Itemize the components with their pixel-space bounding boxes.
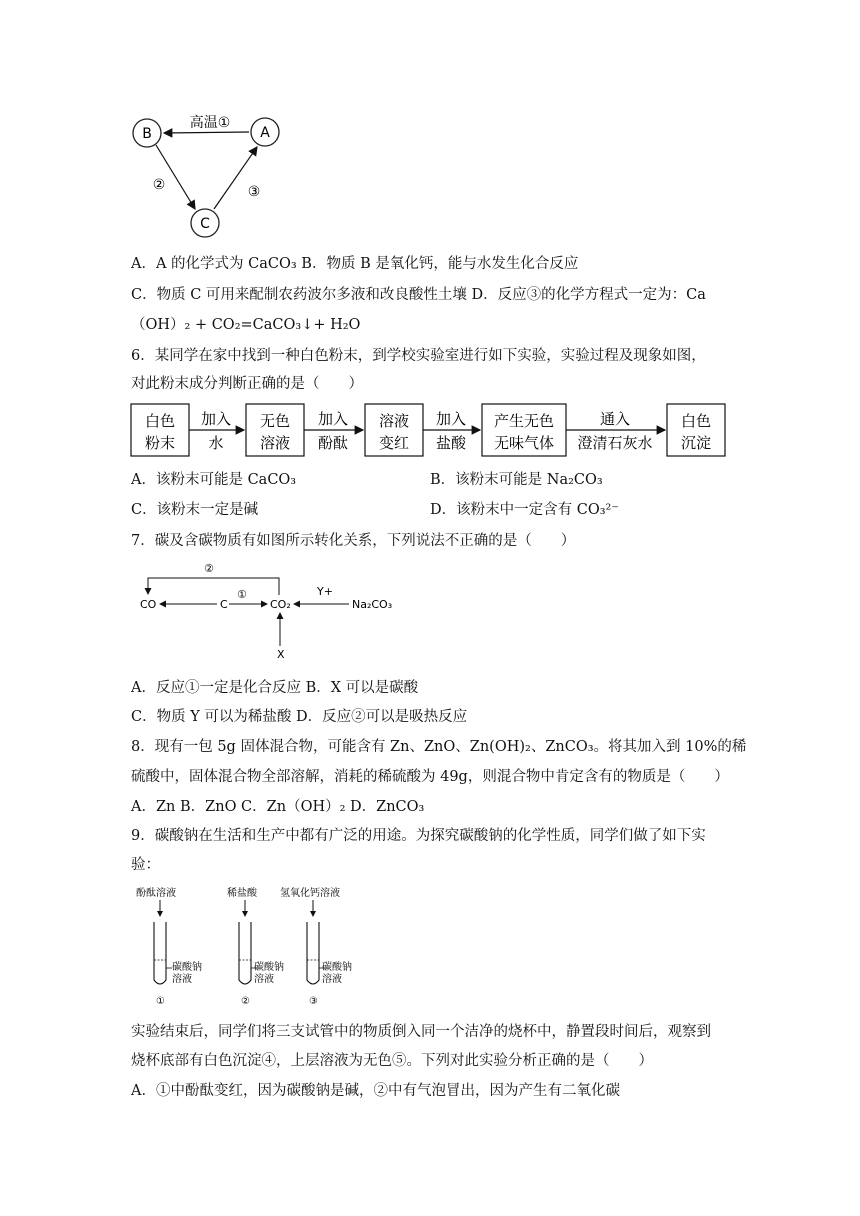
q7-label-c: C bbox=[220, 598, 228, 611]
arrow-a-to-b bbox=[164, 132, 249, 133]
flow-arrow3-bottom: 盐酸 bbox=[435, 434, 467, 452]
tube1-number: ① bbox=[156, 996, 165, 1007]
q9-test-tubes-diagram bbox=[130, 884, 370, 1012]
q9-after-line1: 实验结束后，同学们将三支试管中的物质倒入同一个洁净的烧杯中，静置段时间后，观察到 bbox=[131, 1024, 711, 1040]
flow-arrow4-top: 通入 bbox=[599, 410, 631, 428]
edge-ca-label: ③ bbox=[247, 184, 261, 200]
tube3-number: ③ bbox=[309, 996, 318, 1007]
q7-label-co2: CO₂ bbox=[270, 598, 291, 611]
q5-option-ab: A．A 的化学式为 CaCO₃ B．物质 B 是氧化钙，能与水发生化合反应 bbox=[131, 256, 579, 272]
q8-stem-line2: 硫酸中，固体混合物全部溶解，消耗的稀硫酸为 49g，则混合物中肯定含有的物质是（ ） bbox=[131, 769, 729, 785]
flow-box4-line1: 产生无色 bbox=[493, 412, 555, 430]
node-c-label: C bbox=[200, 216, 210, 232]
flow-box5-line2: 沉淀 bbox=[680, 434, 712, 452]
tube3-label-line1: 碳酸钠 bbox=[322, 962, 352, 973]
q7-label-y: Y+ bbox=[317, 585, 333, 598]
tube2-reagent: 稀盐酸 bbox=[227, 888, 257, 899]
edge-ab-label: 高温① bbox=[189, 115, 231, 131]
node-a-label: A bbox=[260, 125, 270, 141]
q7-label-r2: ② bbox=[204, 562, 214, 575]
q8-options: A．Zn B．ZnO C．Zn（OH）₂ D．ZnCO₃ bbox=[131, 799, 425, 815]
flow-arrow3-top: 加入 bbox=[435, 410, 467, 428]
q5-option-cd: C．物质 C 可用来配制农药波尔多液和改良酸性土壤 D．反应③的化学方程式一定为：Ca bbox=[131, 287, 706, 303]
flow-box3-line2: 变红 bbox=[378, 434, 410, 452]
q7-option-ab: A．反应①一定是化合反应 B．X 可以是碳酸 bbox=[131, 680, 419, 696]
q6-option-b: B．该粉末可能是 Na₂CO₃ bbox=[430, 472, 603, 488]
q7-arrow-r2 bbox=[148, 578, 279, 595]
flow-arrow1-top: 加入 bbox=[200, 410, 232, 428]
tube3-reagent: 氢氧化钙溶液 bbox=[280, 888, 340, 899]
flow-box5-line1: 白色 bbox=[680, 412, 712, 430]
tube3 bbox=[307, 922, 319, 984]
flow-arrow4-bottom: 澄清石灰水 bbox=[577, 434, 653, 452]
flow-box4-line2: 无味气体 bbox=[493, 434, 555, 452]
q7-label-x: X bbox=[277, 648, 285, 661]
tube2-number: ② bbox=[241, 996, 250, 1007]
q6-option-a: A．该粉末可能是 CaCO₃ bbox=[131, 472, 297, 488]
q7-label-co: CO bbox=[140, 598, 157, 611]
tube1 bbox=[154, 922, 166, 984]
cycle-diagram bbox=[120, 105, 300, 245]
q7-label-r1: ① bbox=[237, 588, 247, 601]
flow-box2-line1: 无色 bbox=[259, 412, 291, 430]
node-b-label: B bbox=[142, 126, 152, 142]
tube1-label-line1: 碳酸钠 bbox=[172, 962, 202, 973]
flow-box1-line2: 粉末 bbox=[144, 434, 176, 452]
q9-stem-line1: 9．碳酸钠在生活和生产中都有广泛的用途。为探究碳酸钠的化学性质，同学们做了如下实 bbox=[131, 828, 706, 844]
tube2-label-line1: 碳酸钠 bbox=[254, 962, 284, 973]
q9-stem-line2: 验： bbox=[131, 857, 160, 873]
flow-arrow2-top: 加入 bbox=[317, 410, 349, 428]
q6-flow-diagram bbox=[128, 398, 730, 462]
flow-arrow1-bottom: 水 bbox=[208, 434, 224, 452]
flow-box3-line1: 溶液 bbox=[378, 412, 410, 430]
q9-after-line2: 烧杯底部有白色沉淀④，上层溶液为无色⑤。下列对此实验分析正确的是（ ） bbox=[131, 1053, 653, 1069]
q9-option-a: A．①中酚酞变红，因为碳酸钠是碱，②中有气泡冒出，因为产生有二氧化碳 bbox=[131, 1083, 620, 1099]
q7-option-cd: C．物质 Y 可以为稀盐酸 D．反应②可以是吸热反应 bbox=[131, 709, 468, 725]
flow-arrow2-bottom: 酚酞 bbox=[317, 434, 349, 452]
q7-carbon-diagram bbox=[132, 558, 402, 662]
q6-option-d: D．该粉末中一定含有 CO₃²⁻ bbox=[430, 502, 619, 518]
tube2 bbox=[239, 922, 251, 984]
q7-label-na2co3: Na₂CO₃ bbox=[352, 598, 393, 611]
flow-box1-line1: 白色 bbox=[144, 412, 176, 430]
edge-bc-label: ② bbox=[152, 177, 166, 193]
q7-stem: 7．碳及含碳物质有如图所示转化关系，下列说法不正确的是（ ） bbox=[131, 533, 576, 549]
tube3-label-line2: 溶液 bbox=[322, 974, 342, 985]
q6-stem-line2: 对此粉末成分判断正确的是（ ） bbox=[131, 376, 363, 392]
tube1-reagent: 酚酞溶液 bbox=[136, 888, 176, 899]
q8-stem-line1: 8．现有一包 5g 固体混合物，可能含有 Zn、ZnO、Zn(OH)₂、ZnCO₃。将其加入到 10%的稀 bbox=[131, 739, 747, 755]
tube2-label-line2: 溶液 bbox=[254, 974, 274, 985]
q6-stem-line1: 6．某同学在家中找到一种白色粉末，到学校实验室进行如下实验，实验过程及现象如图， bbox=[131, 348, 706, 364]
q5-option-d-cont: （OH）₂ + CO₂=CaCO₃↓+ H₂O bbox=[131, 317, 361, 333]
tube1-label-line2: 溶液 bbox=[172, 974, 192, 985]
flow-box2-line2: 溶液 bbox=[259, 434, 291, 452]
q6-option-c: C．该粉末一定是碱 bbox=[131, 502, 259, 518]
